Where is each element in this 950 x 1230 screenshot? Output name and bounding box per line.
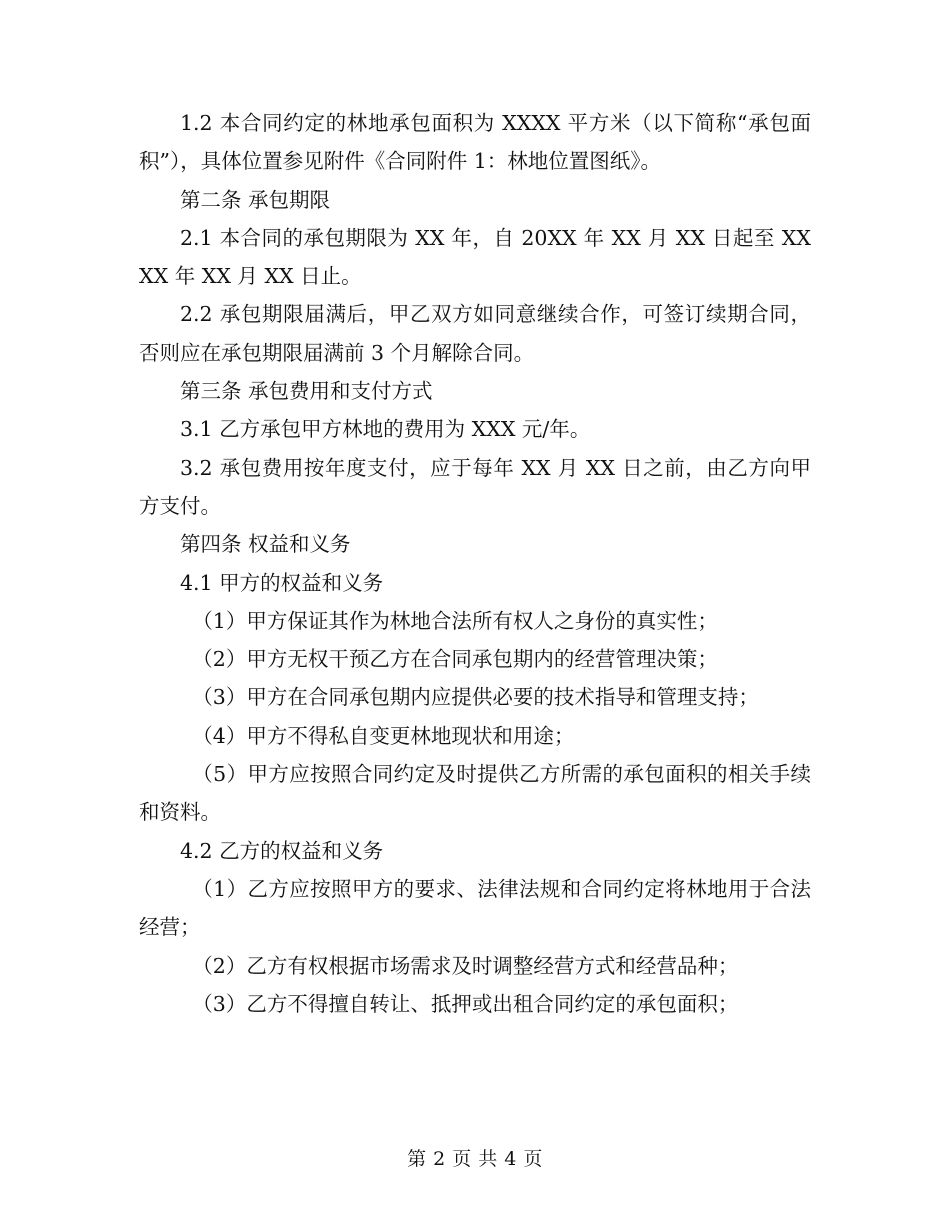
clause-2-2: 2.2 承包期限届满后，甲乙双方如同意继续合作，可签订续期合同，否则应在承包期限届满前 3 个月解除合同。 — [139, 302, 811, 365]
clause-4-2-item-2: （2）乙方有权根据市场需求及时调整经营方式和经营品种； — [192, 953, 739, 978]
article-3-heading: 第三条 承包费用和支付方式 — [180, 379, 433, 404]
clause-4-1-item-1: （1）甲方保证其作为林地合法所有权人之身份的真实性； — [192, 608, 718, 633]
clause-4-2: 4.2 乙方的权益和义务 — [180, 838, 384, 863]
clause-1-2: 1.2 本合同约定的林地承包面积为 XXXX 平方米（以下简称“承包面积”），具体位置参见附件《合同附件 1：林地位置图纸》。 — [139, 111, 811, 174]
clause-4-1: 4.1 甲方的权益和义务 — [180, 570, 384, 595]
clause-4-1-item-5: （5）甲方应按照合同约定及时提供乙方所需的承包面积的相关手续和资料。 — [139, 762, 811, 825]
clause-2-1: 2.1 本合同的承包期限为 XX 年，自 20XX 年 XX 月 XX 日起至 XXXX 年 XX 月 XX 日止。 — [139, 225, 811, 289]
clause-4-1-item-3: （3）甲方在合同承包期内应提供必要的技术指导和管理支持； — [192, 685, 759, 710]
page-number-footer: 第 2 页 共 4 页 — [407, 1148, 543, 1170]
clause-4-2-item-3: （3）乙方不得擅自转让、抵押或出租合同约定的承包面积； — [192, 991, 739, 1016]
clause-3-1: 3.1 乙方承包甲方林地的费用为 XXX 元/年。 — [180, 417, 591, 442]
clause-3-2: 3.2 承包费用按年度支付，应于每年 XX 月 XX 日之前，由乙方向甲方支付。 — [139, 455, 811, 518]
article-4-heading: 第四条 权益和义务 — [180, 532, 351, 557]
article-2-heading: 第二条 承包期限 — [180, 187, 331, 212]
clause-4-2-item-1: （1）乙方应按照甲方的要求、法律法规和合同约定将林地用于合法经营； — [139, 876, 811, 940]
clause-4-1-item-4: （4）甲方不得私自变更林地现状和用途； — [192, 723, 575, 748]
document-body — [139, 104, 811, 1023]
clause-4-1-item-2: （2）甲方无权干预乙方在合同承包期内的经营管理决策； — [192, 647, 718, 672]
